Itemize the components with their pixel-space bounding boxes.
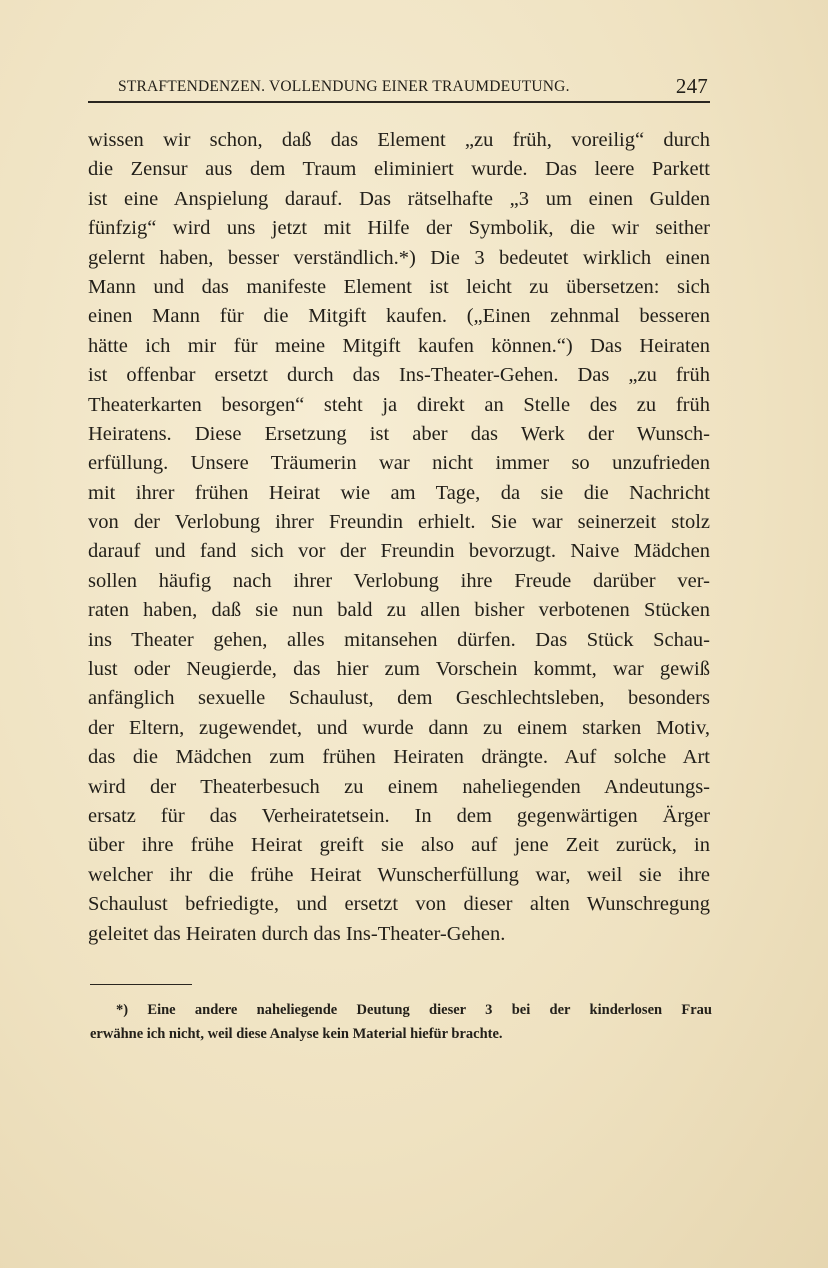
text-line: über ihre frühe Heirat greift sie also auf jene Zeit zurück, in [88,834,710,857]
text-line: geleitet das Heiraten durch das Ins-Theater-Gehen. [88,922,506,945]
text-line: gelernt haben, besser verständlich.*) Die 3 bedeutet wirklich einen [88,246,710,269]
body-text [88,126,710,949]
text-line: ins Theater gehen, alles mitansehen dürfen. Das Stück Schau- [88,628,710,651]
text-line: ist offenbar ersetzt durch das Ins-Theater-Gehen. Das „zu früh [88,364,710,387]
footnote-line: *) Eine andere naheliegende Deutung dieser 3 bei der kinderlosen Frau [116,1002,712,1018]
text-line: Mann und das manifeste Element ist leicht zu übersetzen: sich [88,275,710,298]
text-line: die Zensur aus dem Traum eliminiert wurde. Das leere Parkett [88,158,710,181]
text-line: sollen häufig nach ihrer Verlobung ihre Freude darüber ver- [88,569,710,592]
page-number: 247 [675,74,708,98]
text-line: ist eine Anspielung darauf. Das rätselhafte „3 um einen Gulden [88,187,710,210]
footnote-rule [90,984,192,985]
text-line: raten haben, daß sie nun bald zu allen bisher verbotenen Stücken [88,599,710,622]
text-line: Theaterkarten besorgen“ steht ja direkt an Stelle des zu früh [88,393,710,416]
text-line: Schaulust befriedigte, und ersetzt von dieser alten Wunschregung [88,893,710,916]
text-line: der Eltern, zugewendet, und wurde dann zu einem starken Motiv, [88,716,710,739]
running-title: STRAFTENDENZEN. VOLLENDUNG EINER TRAUMDEUTUNG. [118,78,570,95]
text-line: wissen wir schon, daß das Element „zu früh, voreilig“ durch [88,129,710,151]
text-line: fünfzig“ wird uns jetzt mit Hilfe der Symbolik, die wir seither [88,217,710,240]
text-line: ersatz für das Verheiratetsein. In dem gegenwärtigen Ärger [88,804,710,827]
text-line: hätte ich mir für meine Mitgift kaufen können.“) Das Heiraten [88,334,710,357]
text-line: einen Mann für die Mitgift kaufen. („Einen zehnmal besseren [88,305,710,328]
footnote [90,998,712,1046]
text-line: Heiratens. Diese Ersetzung ist aber das Werk der Wunsch- [88,422,710,445]
text-line: von der Verlobung ihrer Freundin erhielt. Sie war seinerzeit stolz [88,511,710,534]
text-line: darauf und fand sich vor der Freundin bevorzugt. Naive Mädchen [88,540,710,563]
text-line: erfüllung. Unsere Träumerin war nicht immer so unzufrieden [88,452,710,475]
text-line: das die Mädchen zum frühen Heiraten drängte. Auf solche Art [88,746,710,769]
text-line: mit ihrer frühen Heirat wie am Tage, da sie die Nachricht [88,481,710,504]
text-line: anfänglich sexuelle Schaulust, dem Geschlechtsleben, besonders [88,687,710,710]
text-line: wird der Theaterbesuch zu einem naheliegenden Andeutungs- [88,775,710,798]
text-line: lust oder Neugierde, das hier zum Vorschein kommt, war gewiß [88,658,710,681]
text-line: welcher ihr die frühe Heirat Wunscherfüllung war, weil sie ihre [88,863,710,886]
header-rule [88,101,710,103]
footnote-line: erwähne ich nicht, weil diese Analyse kein Material hiefür brachte. [90,1026,503,1042]
